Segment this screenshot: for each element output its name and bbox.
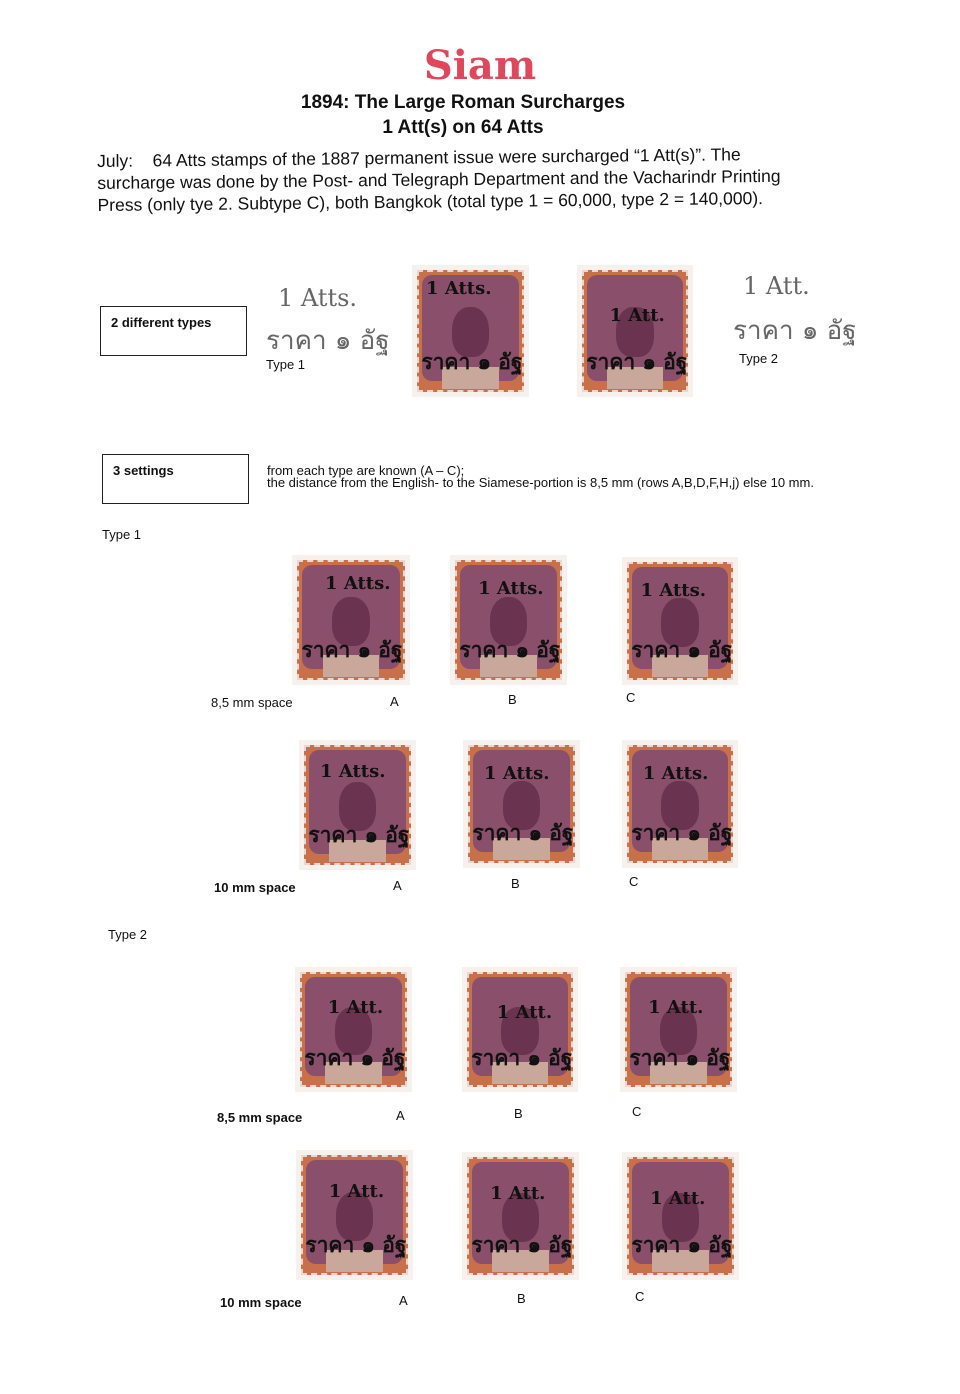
stamp-type1-85-a [292,555,410,685]
stamp-overprint-top: 1 Atts. [325,573,391,595]
settings-line-2: the distance from the English- to the Siamese-portion is 8,5 mm (rows A,B,D,F,H,j) else 10 mm. [267,475,814,490]
types-box [100,306,247,356]
page-subtitle: 1 Att(s) on 64 Atts [382,117,544,138]
stamp-overprint-top: 1 Atts. [642,763,709,785]
settings-box-label: 3 settings [113,463,174,478]
stamp-type1-10-c [622,740,738,868]
page-title: 1894: The Large Roman Surcharges [300,92,626,113]
stamp-overprint-top: 1 Atts. [320,760,386,782]
stamp-overprint-top: 1 Att. [650,1187,706,1209]
col-label-b: B [514,1106,523,1121]
stamp-overprint-bottom: ราคา ๑ อัฐ [631,637,733,663]
stamp-type2-10-c [622,1152,739,1280]
stamp-overprint-top: 1 Atts. [640,580,707,602]
col-label-c: C [632,1104,642,1119]
stamp-type1-10-b [463,740,580,868]
row-label-85-type1: 8,5 mm space [211,695,293,710]
stamp-overprint-top: 1 Att. [496,1002,553,1023]
type1-overprint-thai: ราคา ๑ อัฐ [266,326,390,356]
stamp-type1-example [412,265,529,397]
siam-logo: Siam [423,42,537,89]
stamp-type2-85-b [462,967,578,1092]
intro-paragraph [97,142,848,216]
type1-label: Type 1 [266,357,306,372]
stamp-overprint-bottom: ราคา ๑ อัฐ [308,821,410,847]
stamp-overprint-bottom: ราคา ๑ อัฐ [586,348,688,374]
stamp-overprint-top: 1 Atts. [484,763,550,785]
col-label-b: B [511,876,520,891]
stamp-overprint-bottom: ราคา ๑ อัฐ [631,1232,733,1258]
settings-box [102,454,249,504]
stamp-overprint-top: 1 Att. [648,997,704,1018]
stamp-overprint-top: 1 Att. [327,997,384,1018]
type1-overprint-english: 1 Atts. [278,284,358,312]
type2-overprint-english: 1 Att. [743,272,810,300]
intro-line-1: July: 64 Atts stamps of the 1887 permanent issue were surcharged “1 Att(s)”. The [97,144,741,171]
stamp-overprint-bottom: ราคา ๑ อัฐ [421,348,523,374]
intro-line-2: surcharge was done by the Post- and Telegraph Department and the Vacharindr Printing [97,165,781,193]
stamp-overprint-bottom: ราคา ๑ อัฐ [459,636,561,662]
stamp-overprint-top: 1 Att. [328,1181,385,1203]
stamp-overprint-top: 1 Att. [609,304,665,326]
stamp-type2-example [577,265,693,397]
stamp-overprint-top: 1 Atts. [426,278,492,300]
col-label-a: A [396,1108,405,1123]
stamp-overprint-bottom: ราคา ๑ อัฐ [305,1231,407,1257]
col-label-b: B [517,1291,526,1306]
stamp-type2-10-a [296,1150,413,1280]
stamp-overprint-bottom: ราคา ๑ อัฐ [631,820,733,846]
stamp-type1-85-b [450,555,567,685]
col-label-a: A [393,878,402,893]
stamp-type1-10-a [299,740,416,870]
grid-type2-label: Type 2 [108,927,148,942]
col-label-c: C [626,690,636,705]
row-label-85-type2: 8,5 mm space [217,1110,303,1125]
stamp-overprint-bottom: ราคา ๑ อัฐ [301,636,403,662]
row-label-10-type1: 10 mm space [214,880,296,895]
stamp-type1-85-c [622,557,738,685]
col-label-a: A [390,694,399,709]
type2-label: Type 2 [739,351,779,366]
intro-line-3: Press (only tye 2. Subtype C), both Bangkok (total type 1 = 60,000, type 2 = 140,000). [97,188,764,215]
stamp-overprint-top: 1 Att. [490,1182,546,1204]
col-label-c: C [629,874,639,889]
stamp-type2-85-a [295,967,412,1092]
stamp-type2-10-b [462,1152,579,1280]
row-label-10-type2: 10 mm space [220,1295,302,1310]
stamp-overprint-bottom: ราคา ๑ อัฐ [304,1044,406,1070]
col-label-b: B [508,692,517,707]
type2-overprint-thai: ราคา ๑ อัฐ [733,316,857,346]
settings-line-1: from each type are known (A – C); [267,463,465,478]
stamp-overprint-bottom: ราคา ๑ อัฐ [471,1044,573,1070]
grid-type1-label: Type 1 [102,527,142,542]
stamp-overprint-top: 1 Atts. [478,578,544,600]
col-label-a: A [399,1293,408,1308]
col-label-c: C [635,1289,645,1304]
stamp-overprint-bottom: ราคา ๑ อัฐ [629,1044,731,1070]
stamp-overprint-bottom: ราคา ๑ อัฐ [471,1232,573,1258]
types-box-label: 2 different types [111,315,212,330]
stamp-overprint-bottom: ราคา ๑ อัฐ [472,820,574,846]
stamp-type2-85-c [620,967,737,1092]
